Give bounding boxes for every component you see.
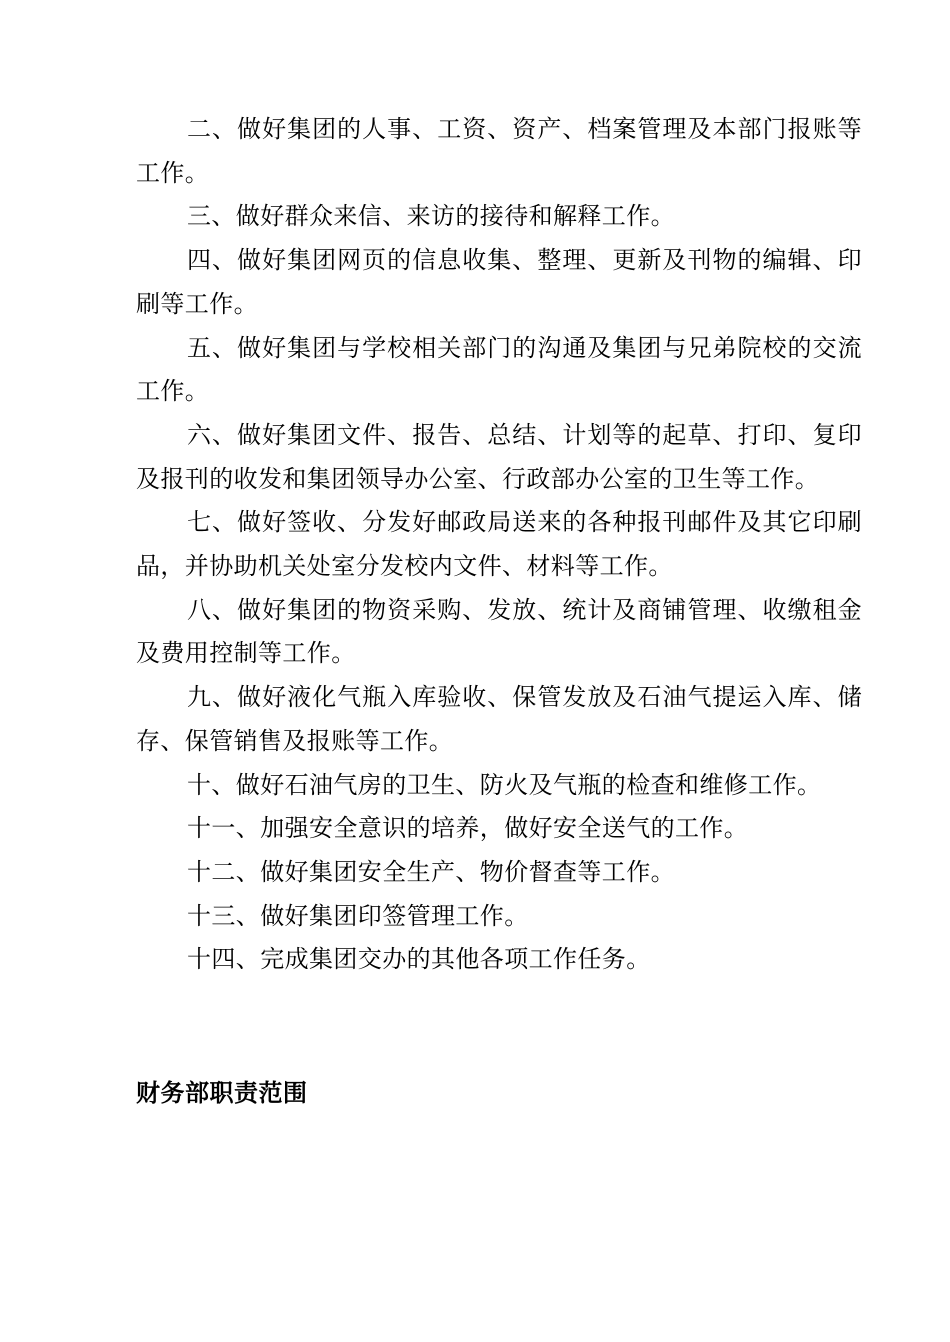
duty-item-6: 六、做好集团文件、报告、总结、计划等的起草、打印、复印及报刊的收发和集团领导办公室、行政部办公室的卫生等工作。 — [136, 420, 862, 493]
duty-item-9: 九、做好液化气瓶入库验收、保管发放及石油气提运入库、储存、保管销售及报账等工作。 — [136, 683, 862, 755]
duty-item-3: 三、做好群众来信、来访的接待和解释工作。 — [187, 202, 675, 231]
duty-item-5: 五、做好集团与学校相关部门的沟通及集团与兄弟院校的交流工作。 — [136, 333, 862, 406]
duty-item-12: 十二、做好集团安全生产、物价督查等工作。 — [187, 857, 675, 886]
duty-item-13: 十三、做好集团印签管理工作。 — [187, 901, 529, 930]
duty-item-14: 十四、完成集团交办的其他各项工作任务。 — [187, 945, 651, 974]
duty-item-2: 二、做好集团的人事、工资、资产、档案管理及本部门报账等工作。 — [136, 115, 862, 187]
duty-item-10: 十、做好石油气房的卫生、防火及气瓶的检查和维修工作。 — [187, 770, 822, 799]
duties-list — [136, 108, 862, 982]
duty-item-7: 七、做好签收、分发好邮政局送来的各种报刊邮件及其它印刷品，并协助机关处室分发校内文件、材料等工作。 — [136, 508, 862, 581]
duty-item-8: 八、做好集团的物资采购、发放、统计及商铺管理、收缴租金及费用控制等工作。 — [136, 595, 862, 668]
section-heading: 财务部职责范围 — [136, 1079, 308, 1107]
duty-item-11: 十一、加强安全意识的培养，做好安全送气的工作。 — [187, 814, 749, 843]
duty-item-4: 四、做好集团网页的信息收集、整理、更新及刊物的编辑、印刷等工作。 — [136, 246, 862, 318]
